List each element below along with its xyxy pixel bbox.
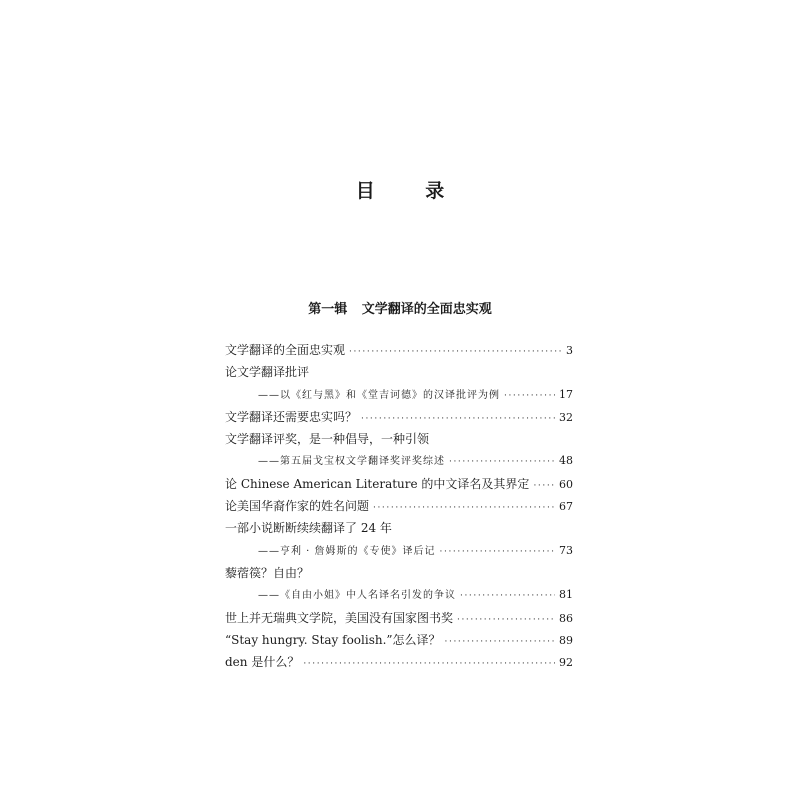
leader-dots — [445, 631, 555, 653]
toc-entry-title: den 是什么？ — [225, 655, 300, 670]
leader-dots — [449, 451, 555, 473]
table-of-contents — [225, 339, 573, 673]
toc-subentry[interactable] — [225, 584, 573, 606]
toc-entry-title: 文学翻译还需要忠实吗？ — [225, 409, 358, 424]
leader-dots — [303, 653, 555, 675]
toc-entry-title: ——亨利 · 詹姆斯的《专使》译后记 — [258, 545, 436, 557]
toc-entry[interactable] — [225, 562, 573, 584]
toc-entry-title: “Stay hungry. Stay foolish.”怎么译？ — [225, 632, 441, 647]
toc-subentry[interactable] — [225, 450, 573, 472]
toc-entry-page: 89 — [559, 633, 573, 647]
toc-entry-title: ——第五届戈宝权文学翻译奖评奖综述 — [258, 456, 445, 468]
toc-entry-page: 3 — [566, 344, 573, 357]
toc-entry-title: 文学翻译的全面忠实观 — [225, 343, 346, 357]
leader-dots — [460, 585, 555, 607]
toc-entry-page: 92 — [559, 656, 573, 670]
toc-entry[interactable] — [225, 361, 573, 383]
toc-entry-title: 论文学翻译批评 — [225, 365, 310, 380]
toc-entry[interactable] — [225, 473, 573, 495]
toc-entry[interactable] — [225, 517, 573, 539]
toc-entry-page: 67 — [559, 500, 573, 514]
toc-entry[interactable] — [225, 406, 573, 428]
toc-entry-page: 60 — [559, 477, 573, 491]
toc-entry[interactable] — [225, 339, 573, 361]
toc-entry-title: 论美国华裔作家的姓名问题 — [225, 499, 370, 514]
leader-dots — [440, 541, 555, 563]
toc-entry-title: 藜蓿篌？自由？ — [225, 565, 310, 580]
toc-entry[interactable] — [225, 651, 573, 673]
toc-entry-page: 17 — [559, 387, 573, 401]
toc-entry-title: ——《自由小姐》中人名译名引发的争议 — [258, 590, 456, 602]
leader-dots — [349, 341, 562, 363]
toc-entry-title: 文学翻译评奖，是一种倡导，一种引领 — [225, 432, 430, 447]
page-title: 目 录 — [355, 180, 467, 202]
leader-dots — [361, 408, 555, 430]
toc-entry[interactable] — [225, 629, 573, 651]
toc-entry-title: ——以《红与黑》和《堂吉诃德》的汉译批评为例 — [258, 389, 500, 401]
toc-subentry[interactable] — [225, 540, 573, 562]
toc-entry-title: 一部小说断断续续翻译了 24 年 — [225, 521, 392, 536]
toc-entry-page: 73 — [559, 543, 573, 557]
section-title: 第一辑 文学翻译的全面忠实观 — [308, 302, 492, 317]
toc-subentry[interactable] — [225, 384, 573, 406]
toc-entry-page: 48 — [559, 454, 573, 468]
toc-entry[interactable] — [225, 607, 573, 629]
leader-dots — [533, 475, 555, 497]
toc-entry-title: 世上并无瑞典文学院，美国没有国家图书奖 — [225, 610, 454, 625]
toc-entry-page: 86 — [559, 611, 573, 625]
toc-entry-page: 32 — [559, 410, 573, 424]
toc-entry-page: 81 — [559, 588, 573, 602]
leader-dots — [457, 609, 555, 631]
toc-entry[interactable] — [225, 428, 573, 450]
leader-dots — [504, 385, 555, 407]
leader-dots — [373, 497, 555, 519]
toc-entry[interactable] — [225, 495, 573, 517]
toc-entry-title: 论 Chinese American Literature 的中文译名及其界定 — [225, 476, 530, 491]
